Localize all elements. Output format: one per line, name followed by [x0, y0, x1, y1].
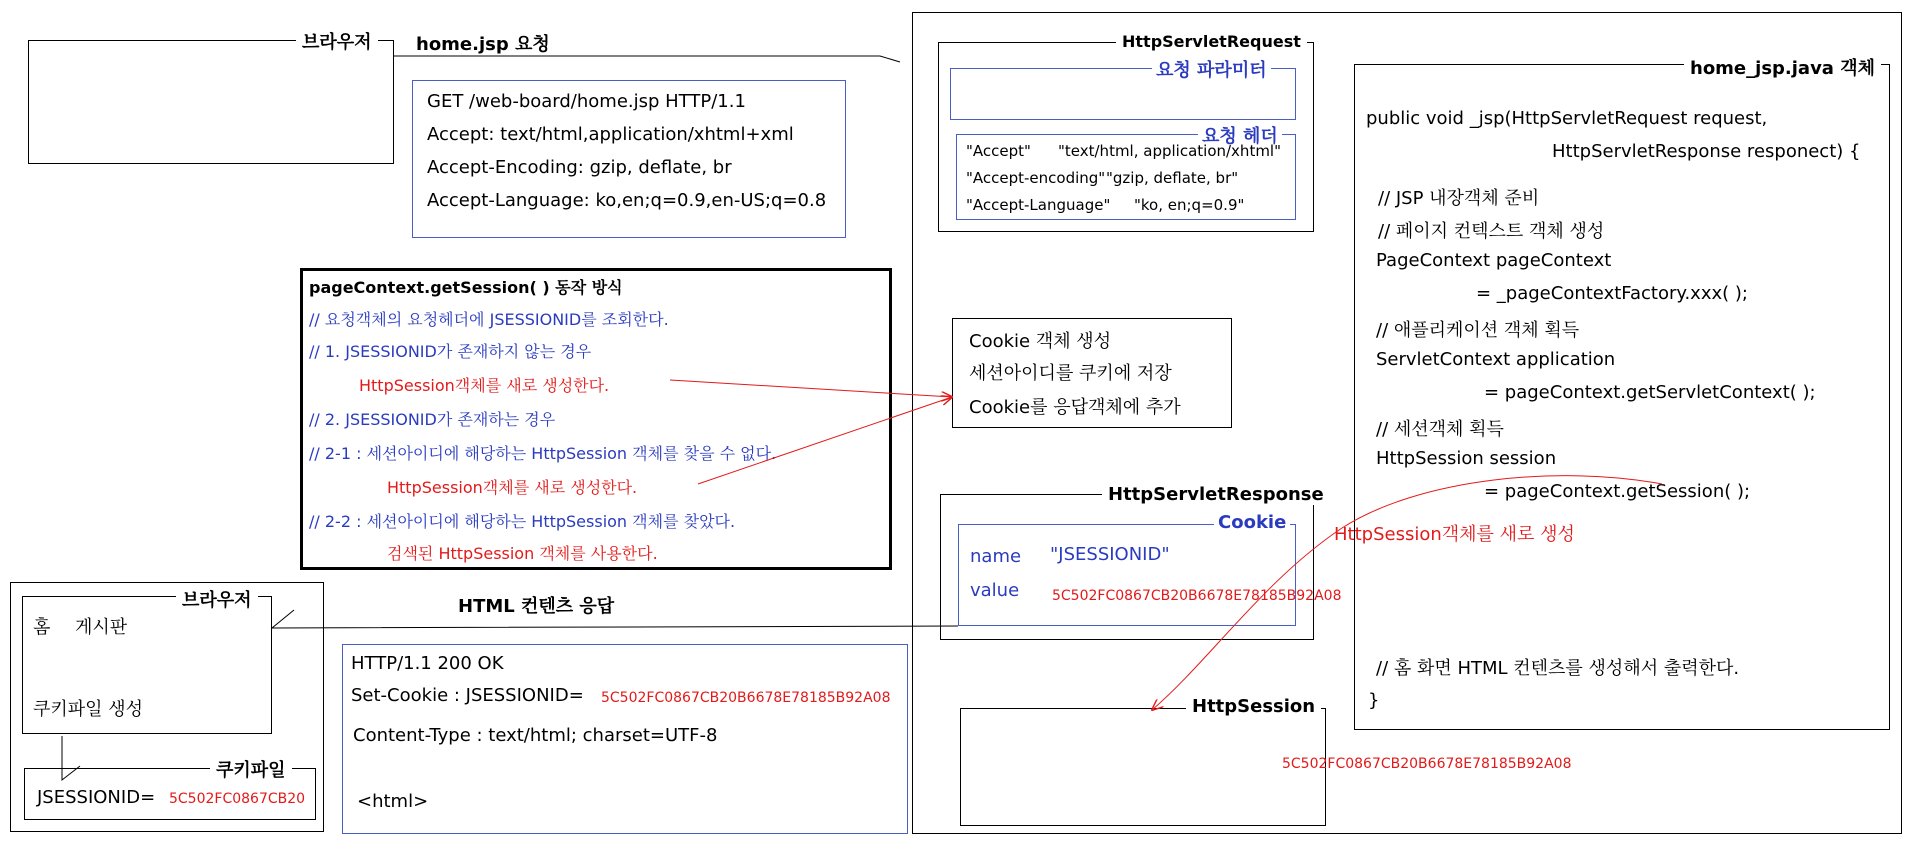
- jsp-code-line: = pageContext.getServletContext( );: [1484, 382, 1816, 403]
- cookie-name-key: name: [970, 546, 1022, 567]
- http-response-content-type: Content-Type : text/html; charset=UTF-8: [353, 725, 718, 746]
- cookie-value-key: value: [970, 580, 1020, 601]
- session-logic-line: // 2. JSESSIONID가 존재하는 경우: [309, 410, 556, 429]
- session-logic-line: // 2-2 : 세션아이디에 해당하는 HttpSession 객체를 찾았다.: [309, 512, 736, 531]
- http-session-id: 5C502FC0867CB20B6678E78185B92A08: [1282, 756, 1572, 772]
- jsp-code-line: // 홈 화면 HTML 컨텐츠를 생성해서 출력한다.: [1376, 658, 1740, 679]
- jsp-code-line: = _pageContextFactory.xxx( );: [1476, 283, 1748, 304]
- jsp-code-line: }: [1368, 690, 1380, 711]
- jsp-code-line: ServletContext application: [1376, 349, 1616, 370]
- request-params-label: 요청 파라미터: [1152, 56, 1271, 82]
- browser-bottom-title: 브라우저: [176, 586, 258, 612]
- jsp-code-line: = pageContext.getSession( );: [1484, 481, 1751, 502]
- cookie-file-value: 5C502FC0867CB20: [169, 791, 306, 807]
- session-logic-line: // 2-1 : 세션아이디에 해당하는 HttpSession 객체를 찾을 수 없다.: [309, 444, 777, 463]
- cookie-create-line: Cookie 객체 생성: [969, 331, 1112, 352]
- session-logic-box: [300, 268, 892, 570]
- response-label: HTML 컨텐츠 응답: [458, 596, 615, 617]
- http-request-box: [412, 80, 846, 238]
- session-logic-line: // 1. JSESSIONID가 존재하지 않는 경우: [309, 342, 592, 361]
- response-cookie-box: [958, 524, 1296, 626]
- http-request-line: Accept: text/html,application/xhtml+xml: [427, 124, 794, 145]
- browser-window-bottom: [22, 596, 272, 734]
- request-arrow: [394, 56, 900, 62]
- session-logic-line: 검색된 HttpSession 객체를 사용한다.: [387, 544, 658, 563]
- http-session-title: HttpSession: [1186, 696, 1321, 717]
- jsp-code-line: // JSP 내장객체 준비: [1378, 188, 1540, 209]
- cookie-name-value: "JSESSIONID": [1050, 544, 1170, 565]
- jsp-code-line: // 페이지 컨텍스트 객체 생성: [1378, 221, 1605, 242]
- jsp-code-line: // 세션객체 획득: [1376, 419, 1504, 440]
- cookie-file-label: 쿠키파일: [210, 756, 292, 782]
- jsp-code-line: HttpSession session: [1376, 448, 1557, 469]
- browser-top-title: 브라우저: [296, 28, 378, 54]
- request-label: home.jsp 요청: [416, 34, 550, 55]
- jsp-code-line: public void _jsp(HttpServletRequest request,: [1366, 108, 1768, 129]
- browser-home-link[interactable]: 홈: [33, 617, 51, 638]
- session-logic-title: pageContext.getSession( ) 동작 방식: [309, 278, 623, 297]
- request-header-name: "Accept": [966, 142, 1031, 160]
- jsp-code-line: HttpServletResponse responect) {: [1552, 141, 1861, 162]
- jsp-code-line: PageContext pageContext: [1376, 250, 1612, 271]
- jsp-code-line: // 애플리케이션 객체 획득: [1376, 320, 1580, 341]
- http-response-html-tag: <html>: [357, 791, 429, 812]
- http-request-line: Accept-Language: ko,en;q=0.9,en-US;q=0.8: [427, 190, 827, 211]
- http-response-status: HTTP/1.1 200 OK: [351, 653, 504, 674]
- http-session-box: [960, 708, 1326, 826]
- request-header-name: "Accept-Language": [966, 196, 1111, 214]
- cookie-create-line: Cookie를 응답객체에 추가: [969, 397, 1181, 418]
- cookie-create-box: [952, 318, 1232, 428]
- request-headers-label: 요청 헤더: [1198, 122, 1282, 148]
- browser-board-link[interactable]: 게시판: [75, 617, 128, 638]
- http-response-box: [342, 644, 908, 834]
- cookie-value-value: 5C502FC0867CB20B6678E78185B92A08: [1052, 588, 1342, 604]
- request-header-value: "gzip, deflate, br": [1106, 169, 1239, 187]
- response-cookie-label: Cookie: [1214, 512, 1290, 533]
- cookie-create-line: 세션아이디를 쿠키에 저장: [969, 363, 1172, 384]
- jsp-object-title: home_jsp.java 객체: [1684, 54, 1881, 80]
- request-header-value: "ko, en;q=0.9": [1134, 196, 1245, 214]
- cookie-created-text: 쿠키파일 생성: [33, 699, 144, 720]
- session-logic-line: HttpSession객체를 새로 생성한다.: [359, 376, 610, 395]
- servlet-request-title: HttpServletRequest: [1116, 32, 1307, 51]
- browser-window-top: [28, 40, 394, 164]
- response-arrow: [272, 610, 958, 628]
- session-create-annotation: HttpSession객체를 새로 생성: [1334, 524, 1575, 545]
- request-header-value: "text/html, application/xhtml": [1058, 142, 1282, 160]
- http-response-setcookie-value: 5C502FC0867CB20B6678E78185B92A08: [601, 690, 891, 706]
- http-response-setcookie-key: Set-Cookie : JSESSIONID=: [351, 685, 584, 706]
- request-header-name: "Accept-encoding": [966, 169, 1106, 187]
- cookie-file-key: JSESSIONID=: [37, 787, 156, 808]
- session-logic-line: HttpSession객체를 새로 생성한다.: [387, 478, 638, 497]
- servlet-response-title: HttpServletResponse: [1102, 484, 1330, 505]
- session-logic-line: // 요청객체의 요청헤더에 JSESSIONID를 조회한다.: [309, 310, 669, 329]
- http-request-line: Accept-Encoding: gzip, deflate, br: [427, 157, 732, 178]
- http-request-line: GET /web-board/home.jsp HTTP/1.1: [427, 91, 746, 112]
